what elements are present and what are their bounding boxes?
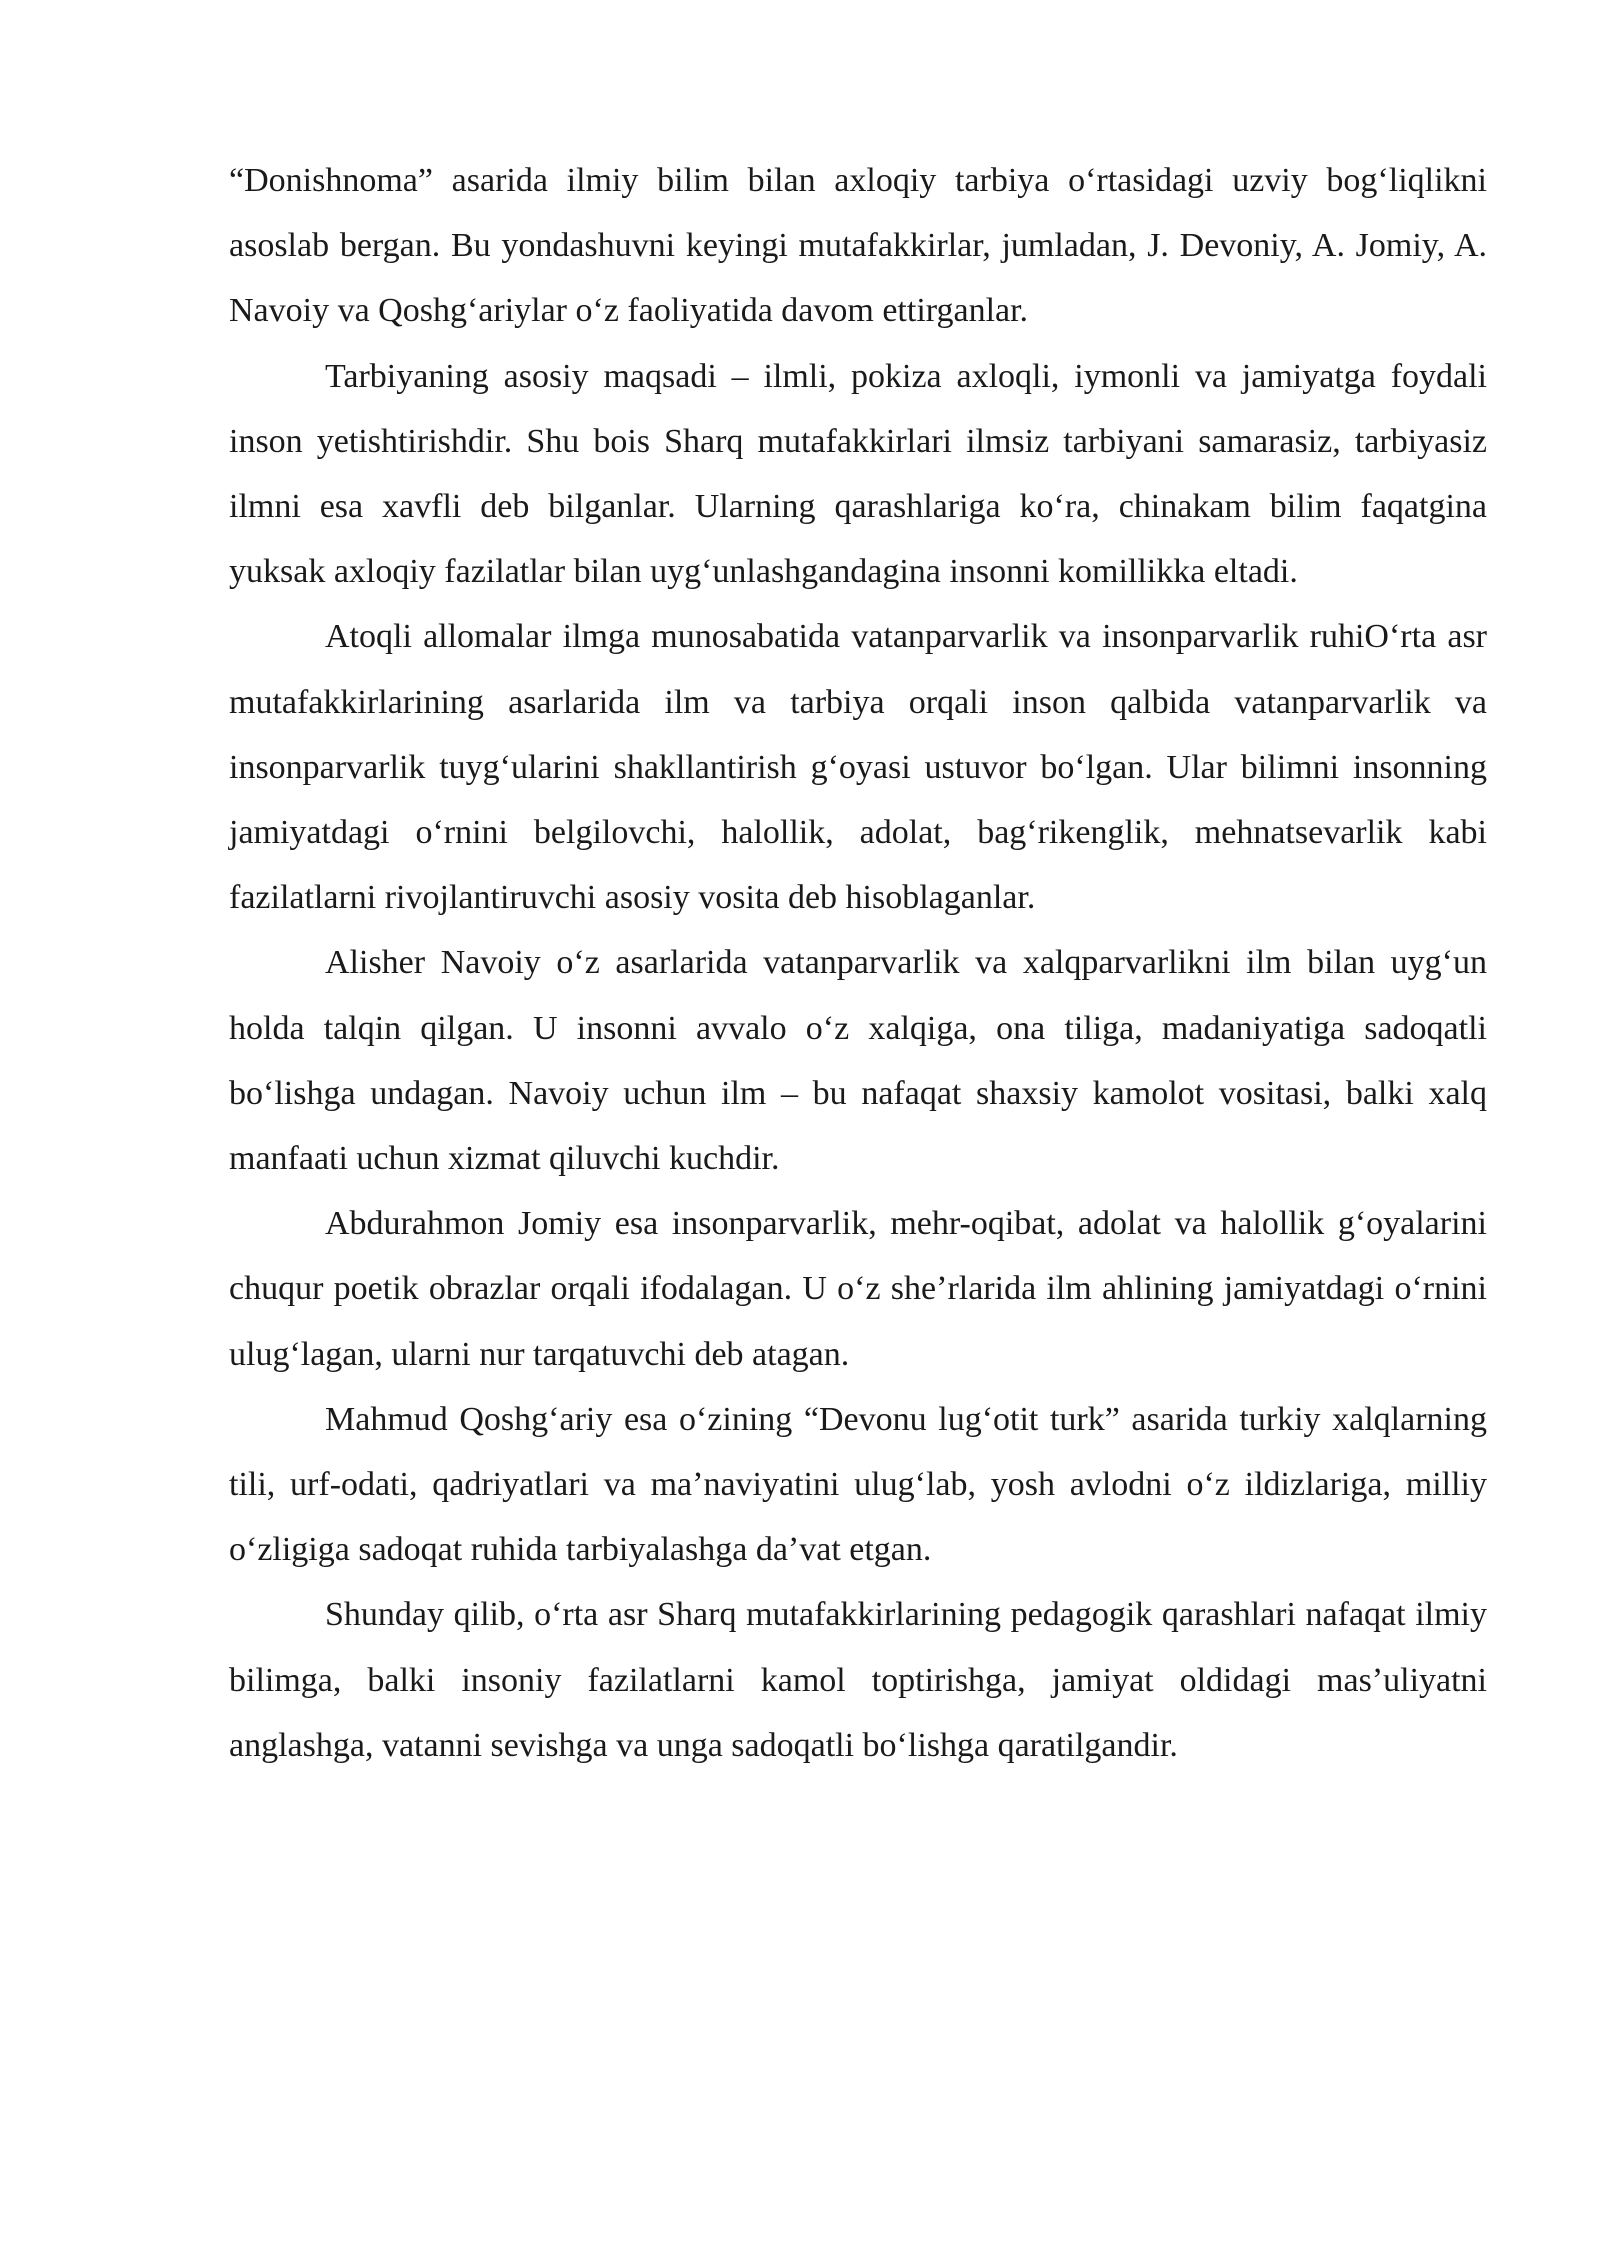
paragraph-2: Tarbiyaning asosiy maqsadi – ilmli, pokiza axloqli, iymonli va jamiyatga foydali inson yetishtirishdir. Shu bois Sharq mutafakkirlari ilmsiz tarbiyani samarasiz, tarbiyasiz ilmni esa xavfli deb bilganlar. Ularning qarashlariga koʻra, chinakam bilim faqatgina yuksak axloqiy fazilatlar bilan uygʻunlashgandagina insonni komillikka eltadi.: [229, 357, 1487, 591]
paragraph-5: Abdurahmon Jomiy esa insonparvarlik, mehr-oqibat, adolat va halollik gʻoyalarini chuqur poetik obrazlar orqali ifodalagan. U oʻz sheʼrlarida ilm ahlining jamiyatdagi oʻrnini ulugʻlagan, ularni nur tarqatuvchi deb atagan.: [229, 1205, 1487, 1373]
document-body: [229, 148, 1487, 1778]
paragraph-3: Atoqli allomalar ilmga munosabatida vatanparvarlik va insonparvarlik ruhiOʻrta asr mutafakkirlarining asarlarida ilm va tarbiya orqali inson qalbida vatanparvarlik va insonparvarlik tuygʻularini shakllantirish gʻoyasi ustuvor boʻlgan. Ular bilimni insonning jamiyatdagi oʻrnini belgilovchi, halollik, adolat, bagʻrikenglik, mehnatsevarlik kabi fazilatlarni rivojlantiruvchi asosiy vosita deb hisoblaganlar.: [229, 618, 1487, 917]
paragraph-7: Shunday qilib, oʻrta asr Sharq mutafakkirlarining pedagogik qarashlari nafaqat ilmiy bilimga, balki insoniy fazilatlarni kamol toptirishga, jamiyat oldidagi masʼuliyatni anglashga, vatanni sevishga va unga sadoqatli boʻlishga qaratilgandir.: [229, 1596, 1487, 1764]
paragraph-6: Mahmud Qoshgʻariy esa oʻzining “Devonu lugʻotit turk” asarida turkiy xalqlarning tili, urf-odati, qadriyatlari va maʼnaviyatini ulugʻlab, yosh avlodni oʻz ildizlariga, milliy oʻzligiga sadoqat ruhida tarbiyalashga daʼvat etgan.: [229, 1400, 1487, 1569]
paragraph-1: “Donishnoma” asarida ilmiy bilim bilan axloqiy tarbiya oʻrtasidagi uzviy bogʻliqlikni asoslab bergan. Bu yondashuvni keyingi mutafakkirlar, jumladan, J. Devoniy, A. Jomiy, A. Navoiy va Qoshgʻariylar oʻz faoliyatida davom ettirganlar.: [229, 162, 1487, 330]
paragraph-4: Alisher Navoiy oʻz asarlarida vatanparvarlik va xalqparvarlikni ilm bilan uygʻun holda talqin qilgan. U insonni avvalo oʻz xalqiga, ona tiliga, madaniyatiga sadoqatli boʻlishga undagan. Navoiy uchun ilm – bu nafaqat shaxsiy kamolot vositasi, balki xalq manfaati uchun xizmat qiluvchi kuchdir.: [229, 944, 1487, 1178]
